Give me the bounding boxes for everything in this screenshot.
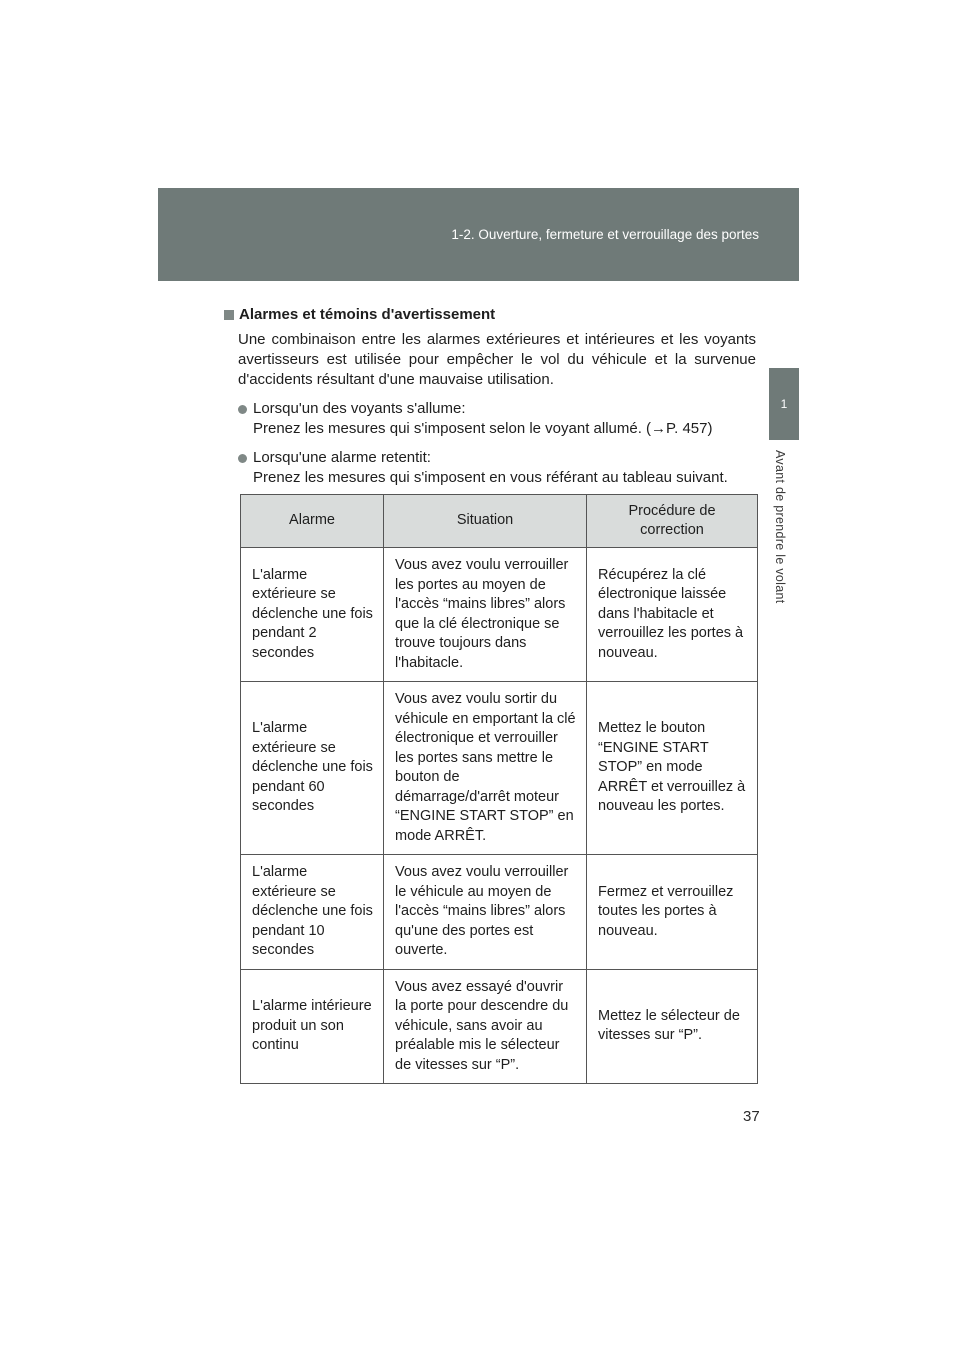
- table-row: [241, 855, 758, 970]
- circle-bullet-icon: [238, 405, 247, 414]
- list-item: [238, 448, 756, 488]
- table-cell: Vous avez voulu verrouiller les portes au moyen de l'accès “mains libres” alors que la clé électronique se trouve toujours dans l'habitacle.: [384, 548, 587, 682]
- circle-bullet-icon: [238, 454, 247, 463]
- table-header-row: [241, 495, 758, 548]
- alarm-table: [240, 494, 758, 1084]
- list-item: [238, 399, 756, 439]
- bullet-title: Lorsqu'un des voyants s'allume:: [253, 400, 466, 417]
- table-cell: Mettez le sélecteur de vitesses sur “P”.: [587, 969, 758, 1084]
- header-band: [158, 188, 799, 281]
- bullet-text: Prenez les mesures qui s'imposent selon le voyant allumé. (→P. 457): [253, 420, 713, 437]
- section-path-title: 1-2. Ouverture, fermeture et verrouillage des portes: [451, 227, 759, 242]
- bullet-text: Prenez les mesures qui s'imposent en vous référant au tableau suivant.: [253, 469, 728, 486]
- table-cell: L'alarme extérieure se déclenche une fois pendant 60 secondes: [241, 682, 384, 855]
- table-cell: Vous avez voulu verrouiller le véhicule au moyen de l'accès “mains libres” alors qu'une des portes est ouverte.: [384, 855, 587, 970]
- section-heading-text: Alarmes et témoins d'avertissement: [239, 306, 496, 323]
- table-row: [241, 682, 758, 855]
- column-header-situation: Situation: [384, 495, 587, 548]
- table-cell: L'alarme intérieure produit un son continu: [241, 969, 384, 1084]
- table-cell: Mettez le bouton “ENGINE START STOP” en mode ARRÊT et verrouillez à nouveau les portes.: [587, 682, 758, 855]
- column-header-procedure: Procédure de correction: [587, 495, 758, 548]
- table-cell: Récupérez la clé électronique laissée dans l'habitacle et verrouillez les portes à nouveau.: [587, 548, 758, 682]
- table-cell: Vous avez essayé d'ouvrir la porte pour descendre du véhicule, sans avoir au préalable mis le sélecteur de vitesses sur “P”.: [384, 969, 587, 1084]
- table-cell: L'alarme extérieure se déclenche une fois pendant 2 secondes: [241, 548, 384, 682]
- column-header-alarme: Alarme: [241, 495, 384, 548]
- table-cell: Fermez et verrouillez toutes les portes à nouveau.: [587, 855, 758, 970]
- table-cell: Vous avez voulu sortir du véhicule en emportant la clé électronique et verrouiller les portes sans mettre le bouton de démarrage/d'arrêt moteur “ENGINE START STOP” en mode ARRÊT.: [384, 682, 587, 855]
- bullet-title: Lorsqu'une alarme retentit:: [253, 449, 431, 466]
- table-cell: L'alarme extérieure se déclenche une fois pendant 10 secondes: [241, 855, 384, 970]
- chapter-number: 1: [780, 397, 788, 411]
- table-row: [241, 969, 758, 1084]
- main-content: [224, 306, 756, 488]
- square-bullet-icon: [224, 310, 234, 320]
- chapter-label: Avant de prendre le volant: [773, 450, 787, 604]
- page-number: 37: [743, 1108, 760, 1125]
- table-row: [241, 548, 758, 682]
- chapter-tab: [769, 368, 799, 440]
- intro-paragraph: Une combinaison entre les alarmes extérieures et intérieures et les voyants avertisseurs est utilisée pour empêcher le vol du véhicule et la survenue d'accidents résultant d'une mauvaise utilisation.: [238, 331, 756, 388]
- section-heading: [224, 306, 756, 323]
